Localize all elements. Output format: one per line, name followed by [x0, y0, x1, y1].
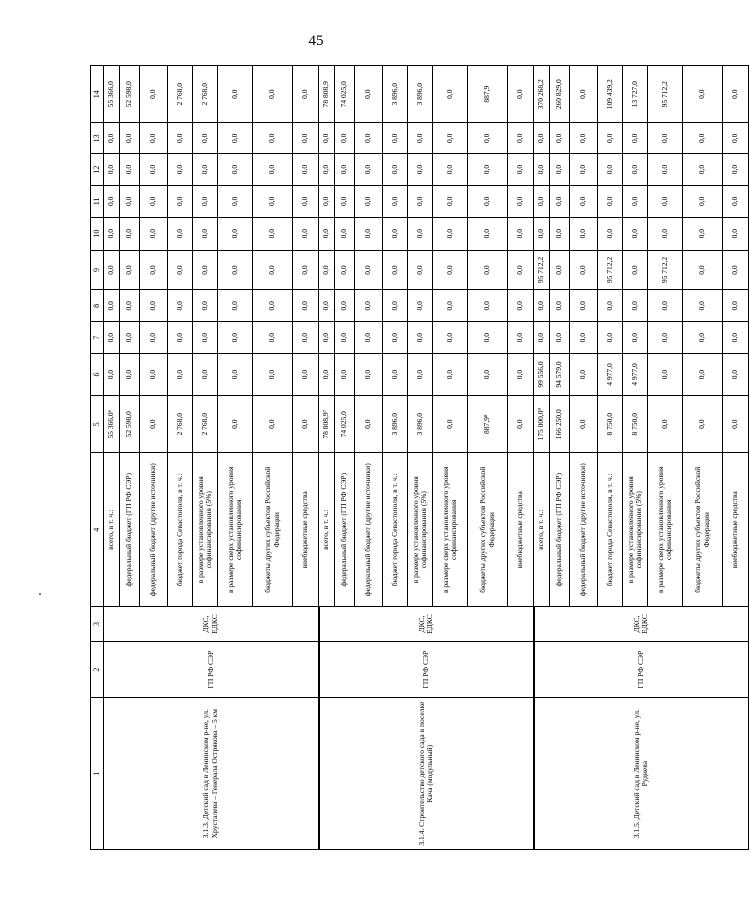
amount-cell: 0,0	[293, 123, 319, 154]
amount-cell: 0,0	[570, 154, 598, 186]
amount-cell: 0,0	[335, 154, 355, 186]
amount-cell: 0,0	[355, 154, 383, 186]
amount-cell: 0,0	[218, 66, 253, 123]
amount-cell: 0,0	[683, 66, 723, 123]
amount-cell: 0,0	[193, 217, 218, 250]
amount-cell: 0,0	[120, 123, 140, 154]
amount-cell: 0,0	[683, 217, 723, 250]
column-number: 13	[91, 123, 104, 154]
amount-cell: 0,0	[383, 154, 408, 186]
amount-cell: 887,9⁸	[468, 396, 508, 453]
table-row	[534, 66, 550, 850]
amount-cell: 0,0	[570, 66, 598, 123]
amount-cell: 0,0	[140, 123, 168, 154]
amount-cell: 0,0	[319, 123, 335, 154]
amount-cell: 0,0	[508, 322, 534, 354]
amount-cell: 0,0	[140, 290, 168, 322]
funding-source-cell: бюджеты других субъектов Российской Федерации	[683, 453, 723, 607]
amount-cell: 0,0	[570, 322, 598, 354]
amount-cell: 0,0	[433, 290, 468, 322]
amount-cell: 55 366,0⁶	[104, 396, 120, 453]
amount-cell: 0,0	[623, 217, 648, 250]
amount-cell: 0,0	[193, 154, 218, 186]
amount-cell: 0,0	[508, 354, 534, 396]
funding-source-cell: федеральный бюджет (ГП РФ СЭР)	[120, 453, 140, 607]
amount-cell: 0,0	[570, 185, 598, 217]
amount-cell: 0,0	[723, 123, 749, 154]
funding-source-cell: внебюджетные средства	[293, 453, 319, 607]
amount-cell: 0,0	[168, 290, 193, 322]
amount-cell: 0,0	[335, 322, 355, 354]
amount-cell: 0,0	[319, 322, 335, 354]
amount-cell: 0,0	[550, 185, 570, 217]
amount-cell: 2 768,0	[193, 396, 218, 453]
amount-cell: 0,0	[683, 354, 723, 396]
amount-cell: 0,0	[598, 185, 623, 217]
amount-cell: 0,0	[193, 354, 218, 396]
amount-cell: 0,0	[335, 217, 355, 250]
amount-cell: 0,0	[433, 217, 468, 250]
amount-cell: 0,0	[508, 185, 534, 217]
amount-cell: 0,0	[253, 250, 293, 290]
amount-cell: 0,0	[433, 123, 468, 154]
participant-cell: ГП РФ СЭР	[104, 641, 319, 697]
amount-cell: 99 556,0	[534, 354, 550, 396]
amount-cell: 0,0	[293, 154, 319, 186]
amount-cell: 0,0	[168, 123, 193, 154]
amount-cell: 0,0	[683, 123, 723, 154]
amount-cell: 0,0	[683, 250, 723, 290]
amount-cell: 0,0	[723, 66, 749, 123]
amount-cell: 2 768,0	[193, 66, 218, 123]
amount-cell: 0,0	[550, 290, 570, 322]
amount-cell: 0,0	[648, 290, 683, 322]
amount-cell: 0,0	[355, 322, 383, 354]
amount-cell: 0,0	[293, 396, 319, 453]
amount-cell: 0,0	[319, 354, 335, 396]
funding-source-cell: федеральный бюджет (другие источники)	[570, 453, 598, 607]
amount-cell: 0,0	[120, 250, 140, 290]
amount-cell: 0,0	[319, 185, 335, 217]
amount-cell: 0,0	[140, 250, 168, 290]
amount-cell: 0,0	[598, 290, 623, 322]
scan-speck	[39, 593, 41, 595]
amount-cell: 0,0	[648, 322, 683, 354]
amount-cell: 0,0	[253, 123, 293, 154]
amount-cell: 3 896,0	[383, 66, 408, 123]
amount-cell: 0,0	[508, 66, 534, 123]
amount-cell: 0,0	[383, 354, 408, 396]
amount-cell: 0,0	[468, 250, 508, 290]
amount-cell: 0,0	[293, 354, 319, 396]
amount-cell: 0,0	[683, 396, 723, 453]
amount-cell: 0,0	[598, 217, 623, 250]
amount-cell: 0,0	[168, 185, 193, 217]
column-number: 10	[91, 217, 104, 250]
amount-cell: 0,0	[408, 322, 433, 354]
amount-cell: 0,0	[408, 154, 433, 186]
amount-cell: 13 727,0	[623, 66, 648, 123]
column-number: 14	[91, 66, 104, 123]
executor-cell: ДКС, ЕДКС	[319, 607, 534, 642]
amount-cell: 95 712,2	[648, 250, 683, 290]
amount-cell: 0,0	[683, 290, 723, 322]
funding-source-cell: в размере установленного уровня софинансирования (5%)	[623, 453, 648, 607]
amount-cell: 0,0	[648, 217, 683, 250]
amount-cell: 0,0	[408, 217, 433, 250]
amount-cell: 0,0	[468, 123, 508, 154]
amount-cell: 0,0	[468, 185, 508, 217]
amount-cell: 175 000,0⁹	[534, 396, 550, 453]
amount-cell: 4 977,0	[598, 354, 623, 396]
amount-cell: 0,0	[293, 185, 319, 217]
amount-cell: 8 750,0	[623, 396, 648, 453]
amount-cell: 0,0	[140, 322, 168, 354]
amount-cell: 52 598,0	[120, 396, 140, 453]
amount-cell: 74 025,0	[335, 66, 355, 123]
amount-cell: 0,0	[193, 322, 218, 354]
amount-cell: 0,0	[623, 123, 648, 154]
amount-cell: 0,0	[623, 185, 648, 217]
amount-cell: 0,0	[534, 185, 550, 217]
funding-source-cell: федеральный бюджет (другие источники)	[140, 453, 168, 607]
amount-cell: 0,0	[570, 217, 598, 250]
rotated-table-container	[90, 65, 740, 850]
amount-cell: 0,0	[508, 396, 534, 453]
amount-cell: 0,0	[335, 185, 355, 217]
amount-cell: 0,0	[534, 217, 550, 250]
amount-cell: 0,0	[623, 290, 648, 322]
funding-source-cell: федеральный бюджет (ГП РФ СЭР)	[335, 453, 355, 607]
amount-cell: 0,0	[723, 154, 749, 186]
amount-cell: 0,0	[550, 123, 570, 154]
column-number: 7	[91, 322, 104, 354]
participant-cell: ГП РФ СЭР	[534, 641, 749, 697]
amount-cell: 0,0	[335, 123, 355, 154]
amount-cell: 94 579,0	[550, 354, 570, 396]
amount-cell: 0,0	[433, 154, 468, 186]
item-cell: 3.1.5. Детский сад в Ленинском р-не, ул. Руднева	[534, 698, 749, 850]
amount-cell: 0,0	[570, 123, 598, 154]
amount-cell: 0,0	[468, 354, 508, 396]
amount-cell: 0,0	[335, 250, 355, 290]
column-number: 2	[91, 641, 104, 697]
amount-cell: 0,0	[408, 123, 433, 154]
amount-cell: 3 896,0	[408, 66, 433, 123]
amount-cell: 0,0	[140, 185, 168, 217]
amount-cell: 0,0	[120, 290, 140, 322]
amount-cell: 95 712,2	[534, 250, 550, 290]
amount-cell: 0,0	[168, 217, 193, 250]
amount-cell: 0,0	[253, 354, 293, 396]
funding-source-cell: в размере установленного уровня софинансирования (5%)	[408, 453, 433, 607]
amount-cell: 0,0	[104, 354, 120, 396]
amount-cell: 109 439,2	[598, 66, 623, 123]
column-number: 1	[91, 698, 104, 850]
amount-cell: 0,0	[293, 250, 319, 290]
amount-cell: 0,0	[120, 354, 140, 396]
amount-cell: 74 025,0	[335, 396, 355, 453]
amount-cell: 0,0	[319, 250, 335, 290]
amount-cell: 0,0	[508, 123, 534, 154]
amount-cell: 0,0	[104, 250, 120, 290]
amount-cell: 0,0	[193, 290, 218, 322]
funding-source-cell: внебюджетные средства	[723, 453, 749, 607]
amount-cell: 0,0	[648, 154, 683, 186]
amount-cell: 0,0	[253, 396, 293, 453]
amount-cell: 0,0	[355, 396, 383, 453]
funding-source-cell: бюджеты других субъектов Российской Федерации	[253, 453, 293, 607]
table-row	[104, 66, 120, 850]
amount-cell: 0,0	[623, 154, 648, 186]
amount-cell: 0,0	[293, 290, 319, 322]
amount-cell: 0,0	[168, 354, 193, 396]
funding-source-cell: федеральный бюджет (ГП РФ СЭР)	[550, 453, 570, 607]
amount-cell: 0,0	[468, 217, 508, 250]
amount-cell: 0,0	[683, 185, 723, 217]
amount-cell: 0,0	[683, 322, 723, 354]
amount-cell: 0,0	[383, 290, 408, 322]
amount-cell: 0,0	[598, 123, 623, 154]
amount-cell: 0,0	[218, 185, 253, 217]
amount-cell: 0,0	[508, 154, 534, 186]
budget-table	[90, 65, 749, 850]
amount-cell: 78 808,9⁷	[319, 396, 335, 453]
funding-source-cell: бюджет города Севастополя, в т. ч.:	[168, 453, 193, 607]
amount-cell: 0,0	[383, 123, 408, 154]
amount-cell: 0,0	[355, 354, 383, 396]
amount-cell: 52 598,0	[120, 66, 140, 123]
amount-cell: 0,0	[193, 250, 218, 290]
amount-cell: 370 268,2	[534, 66, 550, 123]
amount-cell: 0,0	[218, 123, 253, 154]
executor-cell: ДКС, ЕДКС	[534, 607, 749, 642]
amount-cell: 0,0	[723, 322, 749, 354]
amount-cell: 887,9	[468, 66, 508, 123]
column-number: 11	[91, 185, 104, 217]
column-number: 5	[91, 396, 104, 453]
amount-cell: 8 750,0	[598, 396, 623, 453]
amount-cell: 0,0	[140, 354, 168, 396]
amount-cell: 0,0	[355, 250, 383, 290]
column-number: 6	[91, 354, 104, 396]
amount-cell: 0,0	[218, 290, 253, 322]
funding-source-cell: в размере сверх установленного уровня софинансирования	[218, 453, 253, 607]
amount-cell: 0,0	[550, 250, 570, 290]
column-number-row	[91, 66, 104, 850]
amount-cell: 0,0	[408, 185, 433, 217]
amount-cell: 0,0	[253, 185, 293, 217]
amount-cell: 0,0	[433, 322, 468, 354]
amount-cell: 0,0	[383, 322, 408, 354]
amount-cell: 0,0	[598, 154, 623, 186]
amount-cell: 0,0	[570, 290, 598, 322]
executor-cell: ДКС, ЕДКС	[104, 607, 319, 642]
funding-source-cell: бюджеты других субъектов Российской Федерации	[468, 453, 508, 607]
item-cell: 3.1.3. Детский сад в Ленинском р-не, ул. Хрусталева – Генерала Острякова – 5 км	[104, 698, 319, 850]
amount-cell: 0,0	[408, 354, 433, 396]
amount-cell: 0,0	[293, 66, 319, 123]
amount-cell: 0,0	[218, 322, 253, 354]
amount-cell: 0,0	[570, 396, 598, 453]
amount-cell: 0,0	[218, 396, 253, 453]
amount-cell: 0,0	[104, 217, 120, 250]
amount-cell: 0,0	[534, 154, 550, 186]
column-number: 4	[91, 453, 104, 607]
amount-cell: 0,0	[140, 396, 168, 453]
funding-source-cell: бюджет города Севастополя, в т. ч.:	[598, 453, 623, 607]
amount-cell: 0,0	[648, 185, 683, 217]
amount-cell: 0,0	[468, 290, 508, 322]
funding-source-cell: всего, в т. ч.:	[534, 453, 550, 607]
amount-cell: 0,0	[253, 154, 293, 186]
amount-cell: 0,0	[168, 154, 193, 186]
amount-cell: 0,0	[253, 322, 293, 354]
amount-cell: 95 712,2	[648, 66, 683, 123]
amount-cell: 0,0	[648, 354, 683, 396]
amount-cell: 0,0	[293, 217, 319, 250]
amount-cell: 55 366,0	[104, 66, 120, 123]
amount-cell: 0,0	[550, 322, 570, 354]
amount-cell: 0,0	[355, 217, 383, 250]
amount-cell: 0,0	[355, 66, 383, 123]
amount-cell: 0,0	[508, 290, 534, 322]
funding-source-cell: в размере установленного уровня софинансирования (5%)	[193, 453, 218, 607]
amount-cell: 0,0	[723, 396, 749, 453]
amount-cell: 0,0	[648, 396, 683, 453]
amount-cell: 0,0	[355, 123, 383, 154]
amount-cell: 0,0	[253, 290, 293, 322]
amount-cell: 0,0	[120, 322, 140, 354]
amount-cell: 0,0	[550, 154, 570, 186]
amount-cell: 0,0	[408, 250, 433, 290]
amount-cell: 0,0	[433, 185, 468, 217]
amount-cell: 0,0	[218, 154, 253, 186]
amount-cell: 0,0	[120, 154, 140, 186]
amount-cell: 2 768,0	[168, 396, 193, 453]
funding-source-cell: федеральный бюджет (другие источники)	[355, 453, 383, 607]
amount-cell: 0,0	[104, 322, 120, 354]
column-number: 3	[91, 607, 104, 642]
amount-cell: 0,0	[433, 250, 468, 290]
amount-cell: 0,0	[319, 290, 335, 322]
amount-cell: 0,0	[534, 290, 550, 322]
column-number: 8	[91, 290, 104, 322]
amount-cell: 0,0	[723, 217, 749, 250]
page-number: 45	[308, 33, 324, 49]
amount-cell: 0,0	[293, 322, 319, 354]
amount-cell: 0,0	[193, 185, 218, 217]
amount-cell: 0,0	[253, 66, 293, 123]
amount-cell: 0,0	[383, 185, 408, 217]
amount-cell: 0,0	[648, 123, 683, 154]
amount-cell: 0,0	[623, 250, 648, 290]
amount-cell: 2 768,0	[168, 66, 193, 123]
amount-cell: 0,0	[550, 217, 570, 250]
amount-cell: 0,0	[120, 185, 140, 217]
amount-cell: 0,0	[104, 154, 120, 186]
funding-source-cell: всего, в т. ч.:	[319, 453, 335, 607]
amount-cell: 0,0	[508, 250, 534, 290]
funding-source-cell: в размере сверх установленного уровня софинансирования	[433, 453, 468, 607]
amount-cell: 0,0	[120, 217, 140, 250]
funding-source-cell: всего, в т. ч.:	[104, 453, 120, 607]
amount-cell: 0,0	[218, 354, 253, 396]
table-row	[319, 66, 335, 850]
amount-cell: 0,0	[335, 290, 355, 322]
participant-cell: ГП РФ СЭР	[319, 641, 534, 697]
amount-cell: 0,0	[570, 250, 598, 290]
amount-cell: 3 896,0	[383, 396, 408, 453]
amount-cell: 0,0	[468, 154, 508, 186]
amount-cell: 0,0	[319, 154, 335, 186]
amount-cell: 0,0	[355, 185, 383, 217]
amount-cell: 0,0	[140, 66, 168, 123]
amount-cell: 0,0	[168, 250, 193, 290]
amount-cell: 0,0	[570, 354, 598, 396]
amount-cell: 0,0	[193, 123, 218, 154]
item-cell: 3.1.4. Строительство детского сада в поселке Кача (модульный)	[319, 698, 534, 850]
amount-cell: 0,0	[355, 290, 383, 322]
amount-cell: 0,0	[723, 354, 749, 396]
column-number: 12	[91, 154, 104, 186]
amount-cell: 0,0	[723, 290, 749, 322]
amount-cell: 0,0	[253, 217, 293, 250]
amount-cell: 0,0	[335, 354, 355, 396]
amount-cell: 0,0	[723, 250, 749, 290]
amount-cell: 260 829,0	[550, 66, 570, 123]
funding-source-cell: бюджет города Севастополя, в т. ч.:	[383, 453, 408, 607]
amount-cell: 0,0	[140, 217, 168, 250]
amount-cell: 4 977,0	[623, 354, 648, 396]
amount-cell: 0,0	[383, 217, 408, 250]
amount-cell: 3 896,0	[408, 396, 433, 453]
funding-source-cell: в размере сверх установленного уровня софинансирования	[648, 453, 683, 607]
amount-cell: 0,0	[408, 290, 433, 322]
amount-cell: 0,0	[534, 123, 550, 154]
amount-cell: 0,0	[104, 185, 120, 217]
amount-cell: 78 808,9	[319, 66, 335, 123]
funding-source-cell: внебюджетные средства	[508, 453, 534, 607]
amount-cell: 0,0	[723, 185, 749, 217]
amount-cell: 0,0	[433, 354, 468, 396]
amount-cell: 0,0	[598, 322, 623, 354]
amount-cell: 0,0	[383, 250, 408, 290]
amount-cell: 0,0	[218, 217, 253, 250]
amount-cell: 166 250,0	[550, 396, 570, 453]
amount-cell: 0,0	[468, 322, 508, 354]
amount-cell: 0,0	[218, 250, 253, 290]
amount-cell: 0,0	[104, 123, 120, 154]
amount-cell: 0,0	[623, 322, 648, 354]
amount-cell: 0,0	[104, 290, 120, 322]
amount-cell: 95 712,2	[598, 250, 623, 290]
amount-cell: 0,0	[140, 154, 168, 186]
column-number: 9	[91, 250, 104, 290]
amount-cell: 0,0	[433, 396, 468, 453]
amount-cell: 0,0	[168, 322, 193, 354]
amount-cell: 0,0	[534, 322, 550, 354]
amount-cell: 0,0	[683, 154, 723, 186]
amount-cell: 0,0	[508, 217, 534, 250]
amount-cell: 0,0	[433, 66, 468, 123]
amount-cell: 0,0	[319, 217, 335, 250]
